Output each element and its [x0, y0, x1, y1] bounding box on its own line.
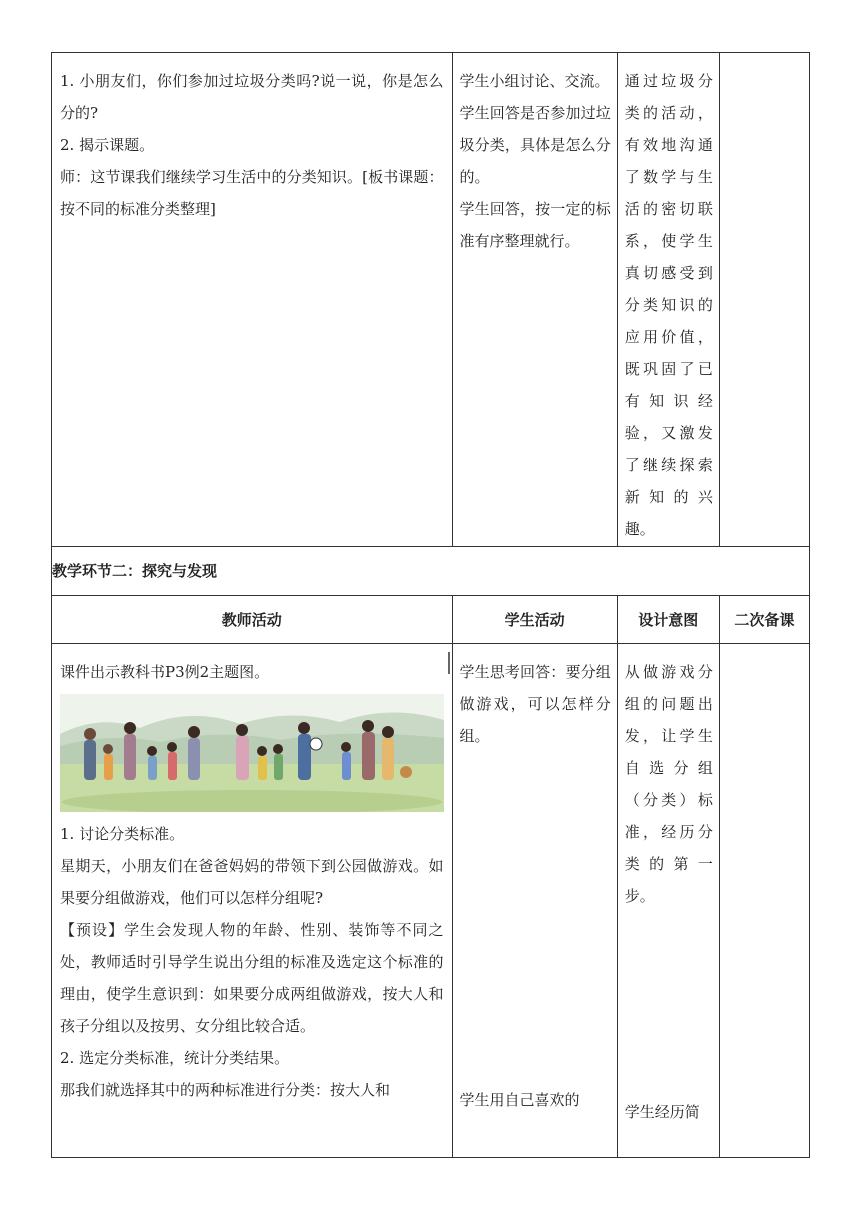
teacher-text-b: 星期天，小朋友们在爸爸妈妈的带领下到公园做游戏。如果要分组做游戏，他们可以怎样分组呢?	[60, 857, 444, 907]
lesson-plan-table	[51, 52, 810, 1158]
teacher-text-e: 那我们就选择其中的两种标准进行分类：按大人和	[60, 1081, 391, 1099]
teacher-text-2: 2. 揭示课题。	[60, 136, 155, 154]
intent-text-bottom: 学生经历简	[624, 1103, 700, 1121]
intent-text-top: 从做游戏分组的问题出发，让学生自选分组（分类）标准，经历分类的第一步。	[624, 663, 713, 905]
table-row	[52, 644, 810, 1158]
student-text-1: 学生小组讨论、交流。	[459, 72, 610, 90]
teacher-text-a: 1. 讨论分类标准。	[60, 825, 185, 843]
design-intent-cell	[617, 53, 719, 547]
teacher-text-c: 【预设】学生会发现人物的年龄、性别、装饰等不同之处，教师适时引导学生说出分组的标准及选定这个标准的理由，使学生意识到：如果要分成两组做游戏，按大人和孩子分组以及按男、女分组比较合适。	[60, 921, 444, 1035]
teacher-text-d: 2. 选定分类标准，统计分类结果。	[60, 1049, 290, 1067]
text-cursor-mark	[448, 652, 450, 674]
teacher-activity-cell	[52, 644, 453, 1158]
table-row	[52, 53, 810, 547]
student-activity-cell	[452, 644, 617, 1158]
student-text-top: 学生思考回答：要分组做游戏，可以怎样分组。	[459, 663, 611, 745]
student-text-3: 学生回答，按一定的标准有序整理就行。	[459, 200, 611, 250]
student-text-2: 学生回答是否参加过垃圾分类，具体是怎么分的。	[459, 104, 611, 186]
teacher-text-3: 师：这节课我们继续学习生活中的分类知识。[板书课题：按不同的标准分类整理]	[60, 168, 444, 218]
header-student: 学生活动	[452, 596, 617, 644]
header-backup: 二次备课	[719, 596, 809, 644]
teacher-activity-cell	[52, 53, 453, 547]
header-row	[52, 596, 810, 644]
header-teacher: 教师活动	[52, 596, 453, 644]
second-prep-cell	[719, 53, 809, 547]
teacher-text-1: 1. 小朋友们，你们参加过垃圾分类吗?说一说，你是怎么分的?	[60, 72, 444, 122]
student-text-bottom: 学生用自己喜欢的	[459, 1091, 580, 1109]
design-intent-cell	[617, 644, 719, 1158]
park-illustration-image	[60, 694, 444, 812]
section-title: 教学环节二：探究与发现	[52, 547, 810, 596]
header-intent: 设计意图	[617, 596, 719, 644]
student-activity-cell	[452, 53, 617, 547]
teacher-intro: 课件出示教科书P3例2主题图。	[60, 663, 270, 681]
section-row	[52, 547, 810, 596]
intent-text: 通过垃圾分类的活动，有效地沟通了数学与生活的密切联系，使学生真切感受到分类知识的应用价值，既巩固了已有知识经验，又激发了继续探索新知的兴趣。	[624, 72, 713, 538]
second-prep-cell	[719, 644, 809, 1158]
